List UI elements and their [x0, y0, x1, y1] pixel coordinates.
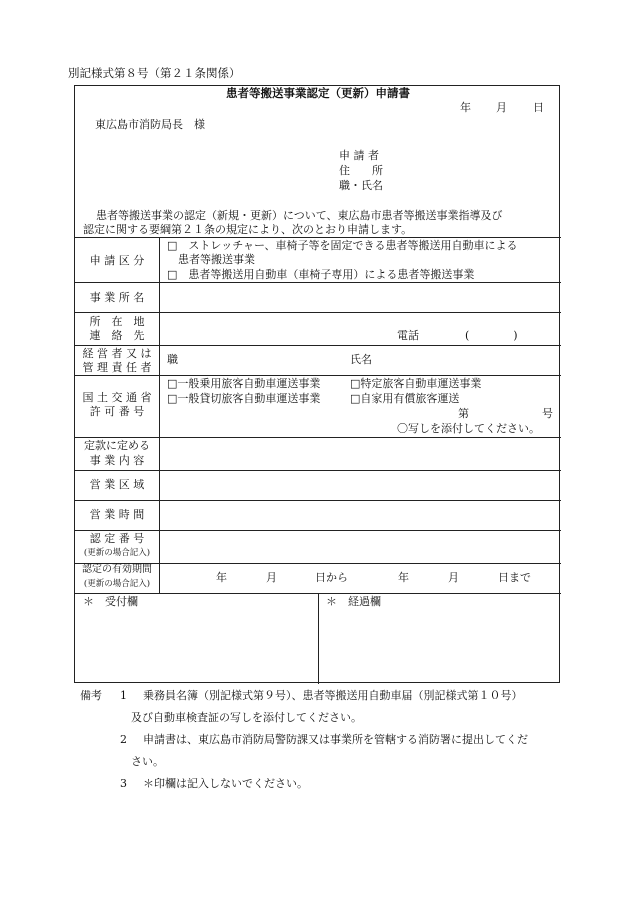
note-2-number: 2	[120, 733, 127, 746]
manager-label-2: 管 理 責 任 者	[82, 361, 152, 374]
permit-option-2[interactable]: □特定旅客自動車運送事業	[350, 377, 482, 390]
progress-box-label: ＊ 経過欄	[326, 595, 381, 608]
applicant-address-label: 住 所	[339, 164, 383, 177]
permit-copy-note: 〇写しを添付してください。	[397, 422, 540, 435]
note-3-number: 3	[120, 777, 127, 790]
addressee: 東広島市消防局長 様	[95, 118, 205, 131]
applicant-label: 申 請 者	[339, 149, 379, 162]
contact-label: 連 絡 先	[89, 329, 145, 342]
validity-day-to: 日まで	[498, 571, 531, 584]
hours-label: 営 業 時 間	[89, 508, 145, 521]
permit-option-1[interactable]: □一般乗用旅客自動車運送事業	[167, 377, 321, 390]
category-label: 申 請 区 分	[89, 254, 145, 267]
date-day: 日	[533, 101, 544, 114]
manager-title-label: 職	[167, 353, 178, 366]
note-1-number: 1	[120, 689, 127, 702]
date-year: 年	[460, 101, 471, 114]
intro-line-2: 認定に関する要綱第２１条の規定により、次のとおり申請します。	[83, 223, 413, 236]
office-name-label: 事 業 所 名	[89, 291, 145, 304]
validity-label: 認定の有効期間	[82, 564, 152, 575]
application-form	[74, 85, 560, 683]
note-1-line-1: 乗務員名簿（別記様式第９号）、患者等搬送用自動車届（別記様式第１０号）	[143, 689, 523, 702]
permit-option-4[interactable]: □自家用有償旅客運送	[350, 392, 460, 405]
note-1-line-2: 及び自動車検査証の写しを添付してください。	[131, 711, 362, 724]
category-option-1[interactable]: □ ストレッチャー、車椅子等を固定できる患者等搬送用自動車による	[167, 239, 518, 252]
validity-month-to: 月	[448, 571, 459, 584]
notes-head: 備考	[80, 689, 102, 702]
permit-number-prefix: 第	[458, 407, 469, 420]
location-label: 所 在 地	[89, 315, 145, 328]
phone-label: 電話	[397, 329, 419, 342]
date-month: 月	[496, 101, 507, 114]
validity-year-from: 年	[216, 571, 227, 584]
permit-label-2: 許 可 番 号	[89, 405, 145, 418]
category-option-1-cont: 患者等搬送事業	[167, 253, 255, 266]
validity-year-to: 年	[398, 571, 409, 584]
validity-note: (更新の場合記入)	[83, 579, 151, 589]
business-label-2: 事 業 内 容	[89, 454, 145, 467]
permit-number-suffix: 号	[542, 407, 553, 420]
cert-no-note: (更新の場合記入)	[83, 548, 151, 558]
business-label-1: 定款に定める	[84, 439, 150, 452]
applicant-name-label: 職・氏名	[339, 179, 383, 192]
permit-label-1: 国 土 交 通 省	[82, 391, 152, 404]
permit-option-3[interactable]: □一般貸切旅客自動車運送事業	[167, 392, 321, 405]
intro-line-1: 患者等搬送事業の認定（新規・更新）について、東広島市患者等搬送事業指導及び	[96, 209, 503, 222]
manager-label-1: 経 営 者 又 は	[82, 347, 152, 360]
validity-day-from: 日から	[315, 571, 348, 584]
validity-month-from: 月	[266, 571, 277, 584]
manager-name-label: 氏名	[350, 353, 372, 366]
note-3-line-1: ＊印欄は記入しないでください。	[143, 777, 308, 790]
area-label: 営 業 区 域	[89, 478, 145, 491]
note-2-line-1: 申請書は、東広島市消防局警防課又は事業所を管轄する消防署に提出してくだ	[143, 733, 528, 746]
category-option-2[interactable]: □ 患者等搬送用自動車（車椅子専用）による患者等搬送事業	[167, 268, 475, 281]
reception-box-label: ＊ 受付欄	[83, 595, 138, 608]
note-2-line-2: さい。	[131, 755, 164, 768]
form-title: 患者等搬送事業認定（更新）申請書	[226, 86, 410, 100]
form-id: 別記様式第８号（第２１条関係）	[68, 66, 241, 80]
cert-no-label: 認 定 番 号	[89, 532, 145, 545]
phone-paren: ( )	[465, 329, 518, 342]
